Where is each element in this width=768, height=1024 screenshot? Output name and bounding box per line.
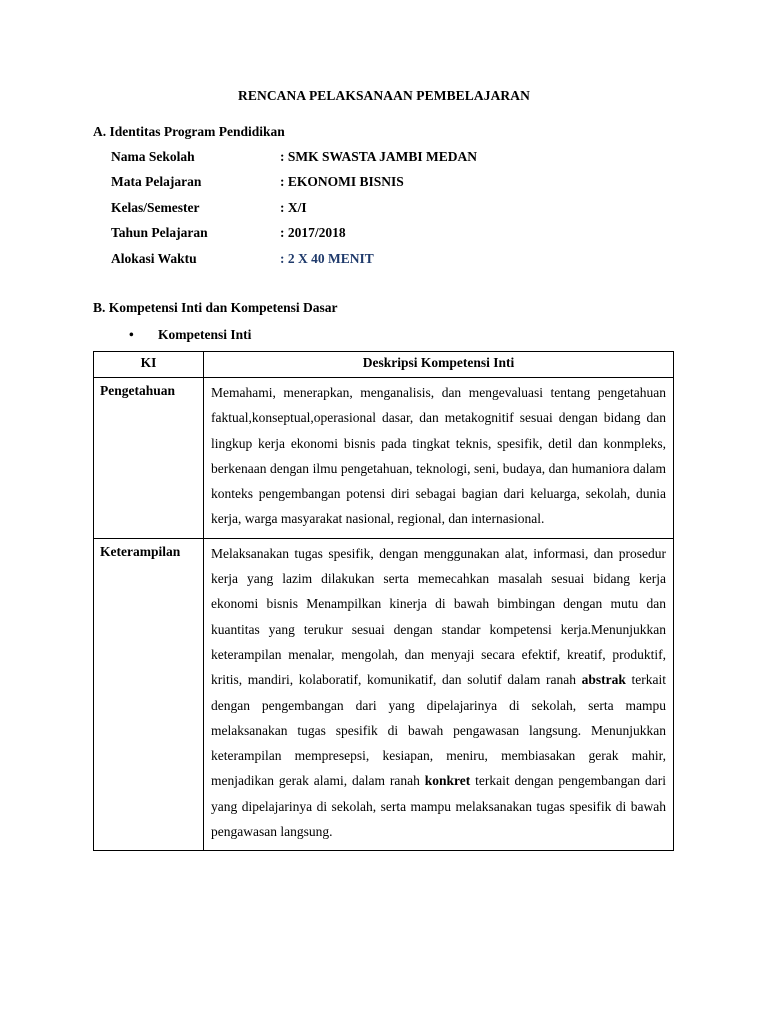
table-header-desc: Deskripsi Kompetensi Inti bbox=[204, 352, 674, 378]
table-cell-description bbox=[204, 538, 674, 851]
identity-value: : SMK SWASTA JAMBI MEDAN bbox=[280, 149, 478, 164]
identity-label: Mata Pelajaran bbox=[111, 174, 202, 190]
identity-label: Alokasi Waktu bbox=[111, 250, 197, 266]
identity-label: Kelas/Semester bbox=[111, 199, 200, 215]
desc-bold: abstrak bbox=[581, 672, 626, 688]
identity-value: : 2017/2018 bbox=[280, 225, 346, 241]
identity-value: : 2 X 40 MENIT bbox=[280, 250, 374, 266]
table-cell-category: Keterampilan bbox=[94, 538, 204, 851]
identity-value: : X/I bbox=[280, 199, 307, 215]
desc-text: terkait dengan pengembangan dari yang dipelajarinya di sekolah, serta mampu melaksanakan tugas spesifik di bawah pengawasan langsung. Menunjukkan keterampilan mempresepsi, kesiapan, meniru, membiasakan gerak mahir, menjadikan gerak alami, dalam ranah bbox=[211, 672, 667, 789]
desc-text: Melaksanakan tugas spesifik, dengan menggunakan alat, informasi, dan prosedur kerja yang lazim dilakukan serta memecahkan masalah sesuai bidang kerja ekonomi bisnis Menampilkan kinerja di bawah bimbingan dengan mutu dan kuantitas yang terukur sesuai dengan standar kompetensi kerja.Menunjukkan keterampilan menalar, mengolah, dan menyaji secara efektif, kreatif, produktif, kritis, mandiri, kolaboratif, komunikatif, dan solutif dalam ranah bbox=[211, 545, 666, 688]
table-header-ki: KI bbox=[94, 352, 204, 378]
subheading: Kompetensi Inti bbox=[158, 327, 252, 342]
table-cell-category: Pengetahuan bbox=[94, 378, 204, 539]
competency-table bbox=[93, 351, 674, 851]
identity-label: Tahun Pelajaran bbox=[111, 225, 208, 241]
desc-bold: konkret bbox=[424, 773, 471, 789]
table-row bbox=[94, 378, 674, 539]
section-b-heading: B. Kompetensi Inti dan Kompetensi Dasar bbox=[93, 300, 338, 315]
table-cell-description: Memahami, menerapkan, menganalisis, dan mengevaluasi tentang pengetahuan faktual,konseptual,operasional dasar, dan metakognitif sesuai dengan bidang dan lingkup kerja ekonomi bisnis pada tingkat teknis, spesifik, detil dan konmpleks, berkenaan dengan ilmu pengetahuan, teknologi, seni, budaya, dan humaniora dalam konteks pengembangan potensi diri sebagai bagian dari keluarga, sekolah, dunia kerja, warga masyarakat nasional, regional, dan internasional. bbox=[204, 378, 674, 539]
desc-text: terkait dengan pengembangan dari yang dipelajarinya di sekolah, serta mampu melaksanakan tugas spesifik di bawah pengawasan langsung. bbox=[211, 773, 666, 840]
table-row bbox=[94, 538, 674, 851]
page-title: RENCANA PELAKSANAAN PEMBELAJARAN bbox=[238, 88, 530, 103]
section-a-heading: A. Identitas Program Pendidikan bbox=[93, 124, 285, 139]
bullet-icon: • bbox=[129, 327, 134, 342]
identity-value: : EKONOMI BISNIS bbox=[280, 174, 404, 190]
identity-label: Nama Sekolah bbox=[111, 149, 195, 164]
table-header-row bbox=[94, 352, 674, 378]
